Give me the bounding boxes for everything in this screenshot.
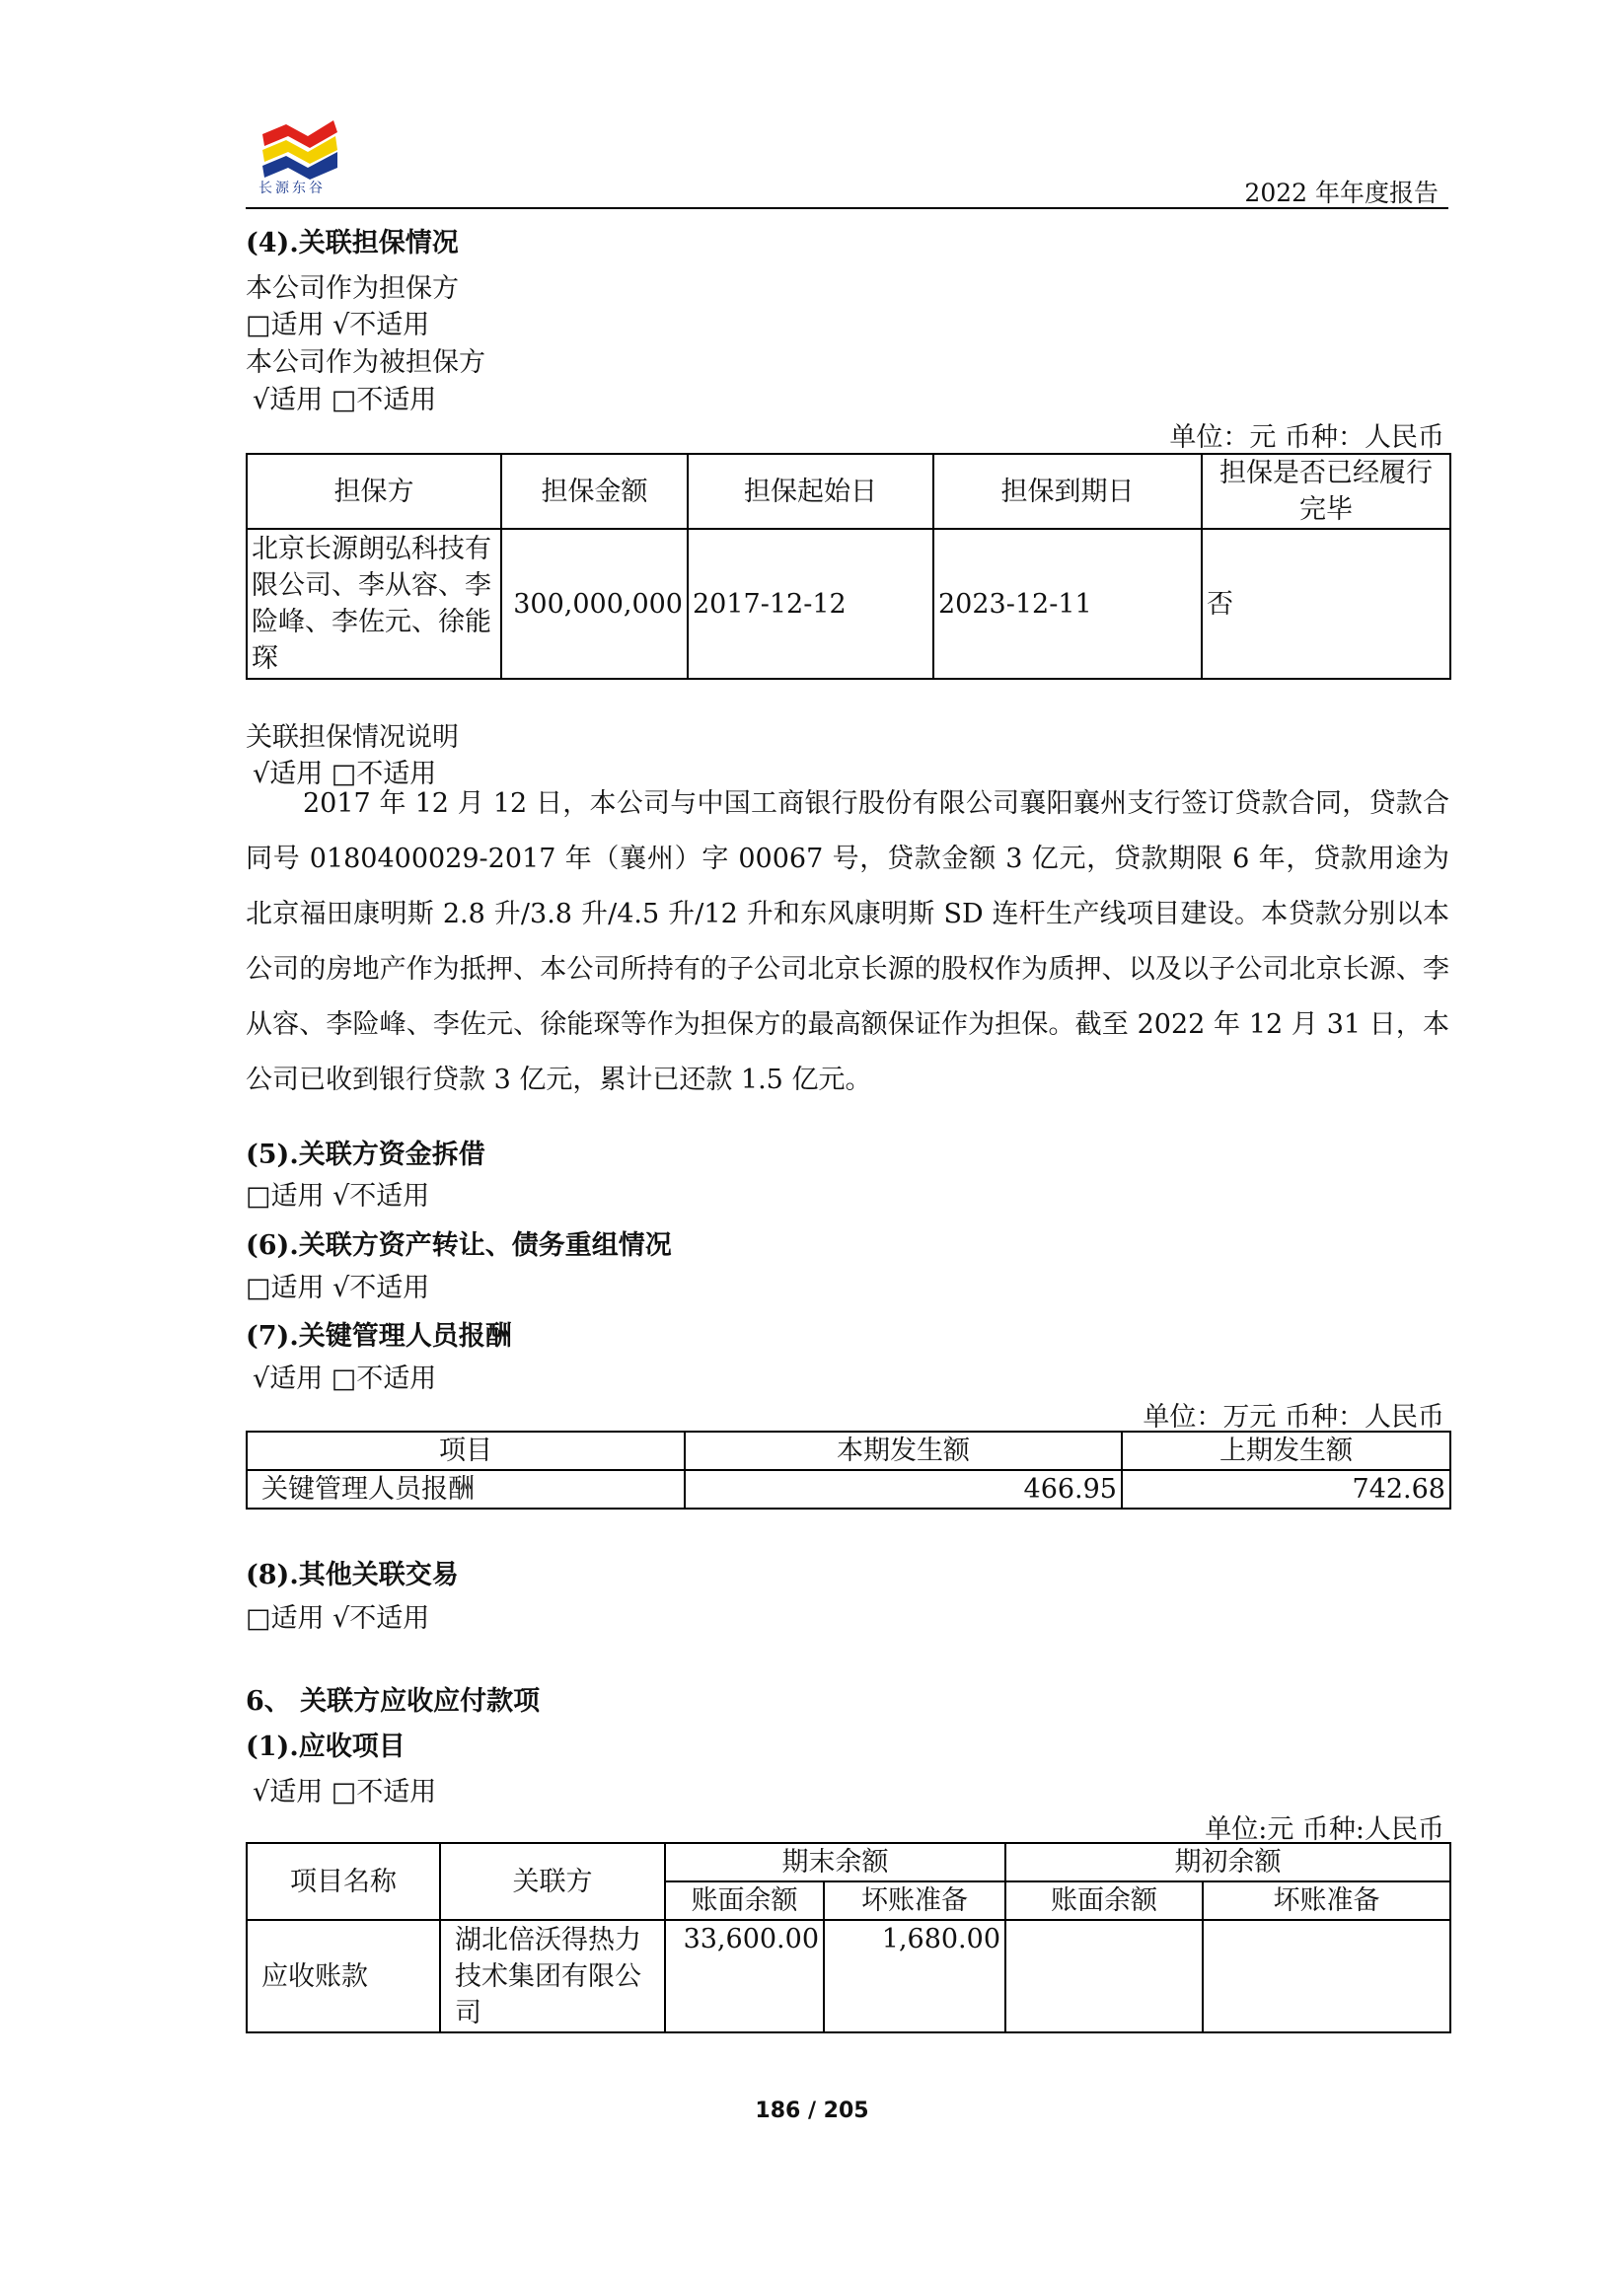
cell-previous: 742.68 (1122, 1470, 1450, 1509)
cell-item-name: 应收账款 (247, 1920, 440, 2032)
logo-text: 长源东谷 (258, 181, 326, 196)
report-title: 2022 年年度报告 (1244, 179, 1439, 207)
cell-guarantor: 北京长源朗弘科技有限公司、李从容、李险峰、李佐元、徐能琛 (247, 529, 501, 679)
receivables-section-heading: 6、 关联方应收应付款项 (246, 1686, 541, 1717)
col-header-previous: 上期发生额 (1122, 1432, 1450, 1470)
guarantee-table (246, 453, 1451, 680)
remuneration-table (246, 1431, 1451, 1510)
page-number: 186 / 205 (755, 2099, 869, 2123)
cell-item: 关键管理人员报酬 (247, 1470, 685, 1509)
section-7-heading: (7).关键管理人员报酬 (246, 1321, 512, 1352)
guarantee-unit-note: 单位：元 币种：人民币 (1169, 422, 1444, 453)
cell-begin-book (1005, 1920, 1203, 2032)
col-header-item: 项目 (247, 1432, 685, 1470)
col-header-start-date: 担保起始日 (688, 454, 933, 529)
receivables-table (246, 1842, 1451, 2033)
cell-end-date: 2023-12-11 (933, 529, 1202, 679)
header-divider (246, 207, 1448, 209)
col-header-guarantor: 担保方 (247, 454, 501, 529)
section-8-heading: (8).其他关联交易 (246, 1560, 459, 1590)
as-guaranteed-label: 本公司作为被担保方 (246, 347, 485, 378)
receivables-sub-heading: (1).应收项目 (246, 1732, 406, 1762)
cell-end-bad-debt: 1,680.00 (824, 1920, 1005, 2032)
as-guarantor-applicability: □适用 √不适用 (246, 310, 430, 340)
col-header-begin-book: 账面余额 (1005, 1881, 1203, 1920)
section-6-applicability: □适用 √不适用 (246, 1273, 430, 1303)
remuneration-unit-note: 单位：万元 币种：人民币 (1143, 1402, 1444, 1433)
table-row (247, 1470, 1450, 1509)
guarantee-desc-title: 关联担保情况说明 (246, 722, 459, 753)
section-5-applicability: □适用 √不适用 (246, 1181, 430, 1212)
cell-related-party: 湖北倍沃得热力技术集团有限公司 (440, 1920, 665, 2032)
cell-start-date: 2017-12-12 (688, 529, 933, 679)
col-header-end-bad-debt: 坏账准备 (824, 1881, 1005, 1920)
col-header-completed: 担保是否已经履行完毕 (1202, 454, 1450, 529)
section-4-heading: (4).关联担保情况 (246, 228, 459, 258)
cell-begin-bad-debt (1203, 1920, 1450, 2032)
col-header-ending-balance: 期末余额 (665, 1843, 1005, 1881)
cell-current: 466.95 (685, 1470, 1122, 1509)
table-row (247, 1920, 1450, 2032)
table-row (247, 529, 1450, 679)
as-guaranteed-applicability: √适用 □不适用 (253, 385, 437, 415)
cell-completed: 否 (1202, 529, 1450, 679)
guarantee-desc-applicability: √适用 □不适用 (253, 759, 437, 789)
col-header-amount: 担保金额 (501, 454, 688, 529)
receivables-unit-note: 单位:元 币种:人民币 (1205, 1814, 1444, 1845)
col-header-end-book: 账面余额 (665, 1881, 824, 1920)
col-header-end-date: 担保到期日 (933, 454, 1202, 529)
col-header-related-party: 关联方 (440, 1843, 665, 1920)
section-5-heading: (5).关联方资金拆借 (246, 1140, 485, 1170)
guarantee-desc-paragraph (246, 776, 1449, 1108)
col-header-current: 本期发生额 (685, 1432, 1122, 1470)
col-header-item-name: 项目名称 (247, 1843, 440, 1920)
section-7-applicability: √适用 □不适用 (253, 1364, 437, 1394)
cell-amount: 300,000,000 (501, 529, 688, 679)
col-header-begin-bad-debt: 坏账准备 (1203, 1881, 1450, 1920)
receivables-applicability: √适用 □不适用 (253, 1777, 437, 1807)
section-8-applicability: □适用 √不适用 (246, 1603, 430, 1634)
col-header-opening-balance: 期初余额 (1005, 1843, 1450, 1881)
guarantee-desc-text: 2017 年 12 月 12 日，本公司与中国工商银行股份有限公司襄阳襄州支行签订贷款合同，贷款合同号 0180400029-2017 年（襄州）字 00067 号，贷款金额 3 亿元，贷款期限 6 年，贷款用途为北京福田康明斯 2.8 升/3.8 升/4.5 升/12 升和东风康明斯 SD 连杆生产线项目建设。本贷款分别以本公司的房地产作为抵押、本公司所持有的子公司北京长源的股权作为质押、以及以子公司北京长源、李从容、李险峰、李佐元、徐能琛等作为担保方的最高额保证作为担保。截至 2022 年 12 月 31 日，本公司已收到银行贷款 3 亿元，累计已还款 1.5 亿元。 (246, 788, 1449, 1095)
cell-end-book: 33,600.00 (665, 1920, 824, 2032)
as-guarantor-label: 本公司作为担保方 (246, 273, 459, 304)
section-6-heading: (6).关联方资产转让、债务重组情况 (246, 1230, 672, 1261)
